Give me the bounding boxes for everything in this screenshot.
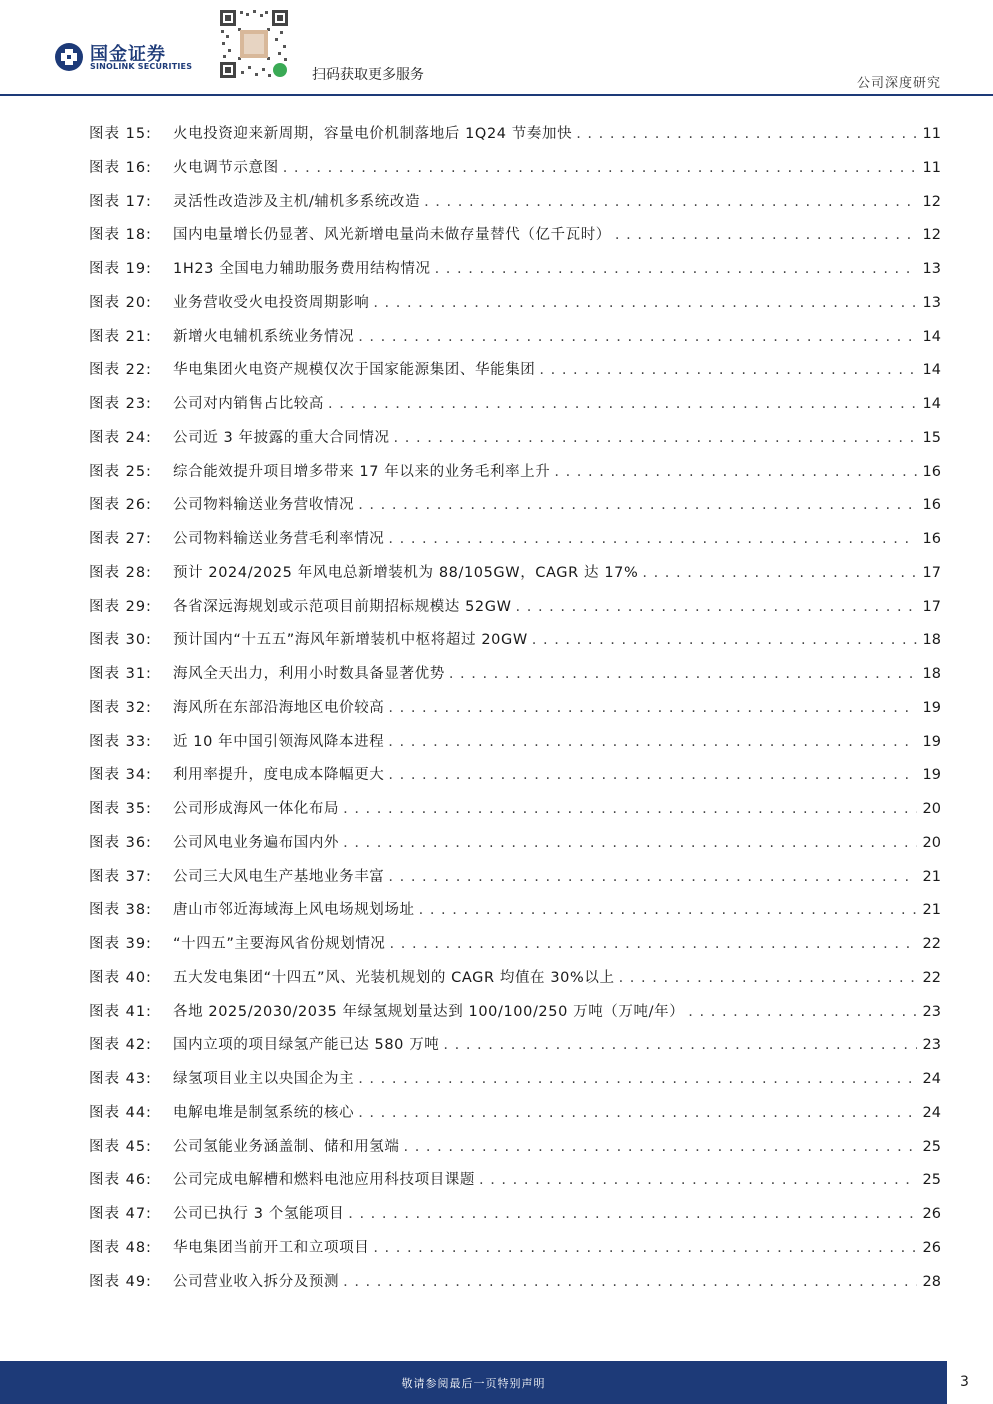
toc-figure-title[interactable]: “十四五”主要海风省份规划情况 [173,936,386,952]
logo-name-cn: 国金证券 [90,44,166,65]
toc-figure-label: 图表 15: [89,126,152,142]
toc-figure-label: 图表 38: [89,902,152,919]
toc-entry[interactable] [89,1202,941,1236]
toc-page-number[interactable]: 25 [922,1138,941,1155]
toc-entry[interactable] [89,628,941,662]
toc-leader-dots [554,464,917,480]
toc-leader-dots [388,734,917,750]
toc-leader-dots [394,430,917,446]
toc-figure-label: 图表 42: [89,1037,152,1054]
toc-figure-label: 图表 44: [89,1104,152,1121]
toc-figure-label: 图表 19: [89,261,152,277]
toc-leader-dots [348,1206,917,1222]
toc-entry[interactable] [89,1135,941,1169]
toc-entry[interactable] [89,1101,941,1135]
qr-code-icon[interactable] [218,8,290,80]
toc-leader-dots [358,329,917,345]
toc-figure-label: 图表 47: [89,1206,152,1222]
toc-entry[interactable] [89,1236,941,1270]
toc-figure-title[interactable]: 公司对内销售占比较高 [173,396,324,412]
toc-page-number[interactable]: 28 [922,1273,941,1290]
toc-page-number[interactable]: 20 [922,801,941,817]
toc-entry[interactable] [89,426,941,460]
toc-entry[interactable] [89,190,941,224]
logo-name-en: SINOLINK SECURITIES [90,62,193,71]
toc-leader-dots [615,227,917,243]
toc-leader-dots [358,1071,917,1087]
figure-list [89,122,941,1303]
toc-entry[interactable] [89,392,941,426]
toc-leader-dots [404,1139,918,1155]
toc-figure-title[interactable]: 五大发电集团“十四五”风、光装机规划的 CAGR 均值在 30%以上 [173,969,615,986]
toc-figure-title[interactable]: 国内立项的项目绿氢产能已达 580 万吨 [173,1037,440,1054]
toc-figure-title[interactable]: 公司物料输送业务营收情况 [173,497,355,514]
toc-figure-title[interactable]: 公司近 3 年披露的重大合同情况 [173,429,390,446]
toc-leader-dots [343,835,917,851]
toc-leader-dots [373,1240,917,1256]
toc-page-number[interactable]: 19 [922,767,941,784]
toc-page-number[interactable]: 16 [922,497,941,514]
toc-entry[interactable] [89,325,941,359]
toc-page-number[interactable]: 20 [922,834,941,851]
toc-entry[interactable] [89,493,941,527]
toc-page-number[interactable]: 23 [922,1037,941,1054]
toc-entry[interactable] [89,1000,941,1034]
toc-figure-title[interactable]: 新增火电辅机系统业务情况 [173,328,355,345]
toc-entry[interactable] [89,696,941,730]
toc-figure-title[interactable]: 华电集团火电资产规模仅次于国家能源集团、华能集团 [173,362,536,379]
toc-figure-label: 图表 37: [89,868,152,885]
toc-figure-title[interactable]: 公司完成电解槽和燃料电池应用科技项目课题 [173,1172,475,1189]
toc-page-number[interactable]: 14 [922,362,941,379]
toc-figure-label: 图表 23: [89,396,152,412]
toc-figure-title[interactable]: 公司已执行 3 个氢能项目 [173,1206,345,1222]
toc-figure-label: 图表 46: [89,1172,152,1189]
toc-page-number[interactable]: 26 [922,1206,941,1222]
toc-figure-label: 图表 30: [89,632,152,649]
toc-page-number[interactable]: 13 [922,261,941,277]
page-header [0,0,993,96]
toc-page-number[interactable]: 25 [922,1172,941,1189]
toc-figure-title[interactable]: 综合能效提升项目增多带来 17 年以来的业务毛利率上升 [173,463,551,480]
toc-figure-label: 图表 21: [89,328,152,345]
toc-leader-dots [388,700,917,716]
toc-figure-label: 图表 22: [89,362,152,379]
toc-leader-dots [443,1037,917,1053]
report-type-label: 公司深度研究 [856,76,941,91]
toc-page-number[interactable]: 13 [922,294,941,311]
toc-entry[interactable] [89,932,941,966]
toc-entry[interactable] [89,763,941,797]
toc-figure-label: 图表 39: [89,936,152,952]
sinolink-logo-icon [54,42,84,72]
toc-page-number[interactable]: 21 [922,868,941,885]
toc-figure-label: 图表 48: [89,1239,152,1256]
toc-figure-title[interactable]: 利用率提升，度电成本降幅更大 [173,767,385,784]
toc-figure-title[interactable]: 1H23 全国电力辅助服务费用结构情况 [173,261,431,277]
toc-figure-title[interactable]: 唐山市邻近海域海上风电场规划场址 [173,902,415,919]
toc-figure-label: 图表 49: [89,1273,152,1290]
toc-figure-label: 图表 32: [89,699,152,716]
toc-figure-label: 图表 33: [89,733,152,750]
toc-leader-dots [424,194,917,210]
toc-figure-title[interactable]: 海风全天出力，利用小时数具备显著优势 [173,666,445,682]
toc-figure-title[interactable]: 各省深远海规划或示范项目前期招标规模达 52GW [173,598,512,615]
toc-figure-label: 图表 28: [89,564,152,581]
toc-leader-dots [343,1274,917,1290]
toc-figure-title[interactable]: 华电集团当前开工和立项项目 [173,1239,370,1256]
toc-entry[interactable] [89,527,941,561]
toc-page-number[interactable]: 19 [922,699,941,716]
toc-entry[interactable] [89,257,941,291]
toc-figure-label: 图表 27: [89,531,152,547]
toc-leader-dots [516,599,917,615]
toc-leader-dots [343,801,917,817]
toc-figure-title[interactable]: 各地 2025/2030/2035 年绿氢规划量达到 100/100/250 万吨（万吨/年） [173,1003,685,1020]
toc-figure-label: 图表 24: [89,429,152,446]
toc-page-number[interactable]: 12 [922,227,941,244]
toc-figure-title[interactable]: 公司氢能业务涵盖制、储和用氢端 [173,1138,400,1155]
toc-figure-label: 图表 18: [89,227,152,244]
toc-figure-label: 图表 35: [89,801,152,817]
toc-page-number[interactable]: 15 [922,429,941,446]
toc-entry[interactable] [89,730,941,764]
toc-entry[interactable] [89,1033,941,1067]
toc-entry[interactable] [89,966,941,1000]
toc-entry[interactable] [89,223,941,257]
toc-entry[interactable] [89,831,941,865]
toc-leader-dots [449,666,917,682]
toc-page-number[interactable]: 11 [922,159,941,176]
toc-figure-title[interactable]: 公司形成海风一体化布局 [173,801,340,817]
toc-page-number[interactable]: 16 [922,531,941,547]
toc-page-number[interactable]: 19 [922,733,941,750]
toc-entry[interactable] [89,1168,941,1202]
toc-entry[interactable] [89,561,941,595]
toc-figure-label: 图表 40: [89,969,152,986]
toc-figure-title[interactable]: 国内电量增长仍显著、风光新增电量尚未做存量替代（亿千瓦时） [173,227,611,244]
toc-figure-title[interactable]: 火电投资迎来新周期，容量电价机制落地后 1Q24 节奏加快 [173,126,573,142]
toc-figure-title[interactable]: 预计国内“十五五”海风年新增装机中枢将超过 20GW [173,632,528,649]
toc-leader-dots [388,767,917,783]
toc-leader-dots [576,126,917,142]
toc-entry[interactable] [89,1067,941,1101]
toc-figure-label: 图表 31: [89,666,152,682]
toc-entry[interactable] [89,797,941,831]
toc-entry[interactable] [89,662,941,696]
toc-leader-dots [358,497,917,513]
toc-figure-title[interactable]: 业务营收受火电投资周期影响 [173,294,370,311]
scan-for-service-text: 扫码获取更多服务 [312,67,424,83]
toc-leader-dots [479,1172,917,1188]
toc-leader-dots [539,362,917,378]
toc-figure-title[interactable]: 近 10 年中国引领海风降本进程 [173,733,385,750]
toc-entry[interactable] [89,1270,941,1304]
toc-leader-dots [619,970,917,986]
toc-figure-title[interactable]: 预计 2024/2025 年风电总新增装机为 88/105GW，CAGR 达 17% [173,564,639,581]
toc-figure-title[interactable]: 海风所在东部沿海地区电价较高 [173,699,385,716]
toc-figure-label: 图表 16: [89,159,152,176]
toc-figure-label: 图表 26: [89,497,152,514]
toc-page-number[interactable]: 22 [922,936,941,952]
toc-figure-title[interactable]: 电解电堆是制氢系统的核心 [173,1104,355,1121]
toc-figure-title[interactable]: 公司三大风电生产基地业务丰富 [173,868,385,885]
toc-leader-dots [435,261,917,277]
toc-figure-label: 图表 36: [89,834,152,851]
toc-page-number[interactable]: 24 [922,1071,941,1087]
toc-entry[interactable] [89,358,941,392]
toc-page-number[interactable]: 18 [922,632,941,649]
toc-page-number[interactable]: 14 [922,396,941,412]
toc-leader-dots [532,632,917,648]
toc-figure-label: 图表 17: [89,193,152,210]
toc-leader-dots [688,1004,917,1020]
header-divider [0,94,993,96]
toc-figure-label: 图表 41: [89,1003,152,1020]
toc-figure-title[interactable]: 灵活性改造涉及主机/辅机多系统改造 [173,193,421,210]
toc-figure-title[interactable]: 公司物料输送业务营毛利率情况 [173,531,385,547]
toc-page-number[interactable]: 21 [922,902,941,919]
toc-leader-dots [642,565,917,581]
toc-page-number[interactable]: 23 [922,1003,941,1020]
toc-entry[interactable] [89,122,941,156]
toc-leader-dots [388,869,917,885]
toc-figure-title[interactable]: 火电调节示意图 [173,159,279,176]
toc-leader-dots [283,160,917,176]
toc-leader-dots [373,295,917,311]
toc-page-number[interactable]: 12 [922,193,941,210]
toc-figure-label: 图表 25: [89,463,152,480]
toc-figure-title[interactable]: 绿氢项目业主以央国企为主 [173,1071,355,1087]
toc-page-number[interactable]: 16 [922,463,941,480]
toc-page-number[interactable]: 14 [922,328,941,345]
toc-figure-label: 图表 34: [89,767,152,784]
toc-page-number[interactable]: 22 [922,969,941,986]
toc-entry[interactable] [89,460,941,494]
toc-page-number[interactable]: 24 [922,1104,941,1121]
toc-page-number[interactable]: 11 [922,126,941,142]
toc-page-number[interactable]: 26 [922,1239,941,1256]
toc-entry[interactable] [89,595,941,629]
toc-entry[interactable] [89,898,941,932]
toc-leader-dots [419,902,917,918]
toc-figure-label: 图表 45: [89,1138,152,1155]
toc-figure-label: 图表 43: [89,1071,152,1087]
toc-leader-dots [358,1105,917,1121]
toc-figure-title[interactable]: 公司风电业务遍布国内外 [173,834,340,851]
toc-entry[interactable] [89,156,941,190]
toc-page-number[interactable]: 17 [922,598,941,615]
toc-figure-label: 图表 20: [89,294,152,311]
toc-figure-label: 图表 29: [89,598,152,615]
toc-page-number[interactable]: 18 [922,666,941,682]
toc-leader-dots [390,936,917,952]
page-number: 3 [960,1374,969,1390]
toc-entry[interactable] [89,865,941,899]
toc-page-number[interactable]: 17 [922,564,941,581]
toc-leader-dots [388,531,917,547]
toc-entry[interactable] [89,291,941,325]
toc-figure-title[interactable]: 公司营业收入拆分及预测 [173,1273,340,1290]
footer-disclaimer: 敬请参阅最后一页特别声明 [401,1377,546,1390]
toc-leader-dots [328,396,917,412]
